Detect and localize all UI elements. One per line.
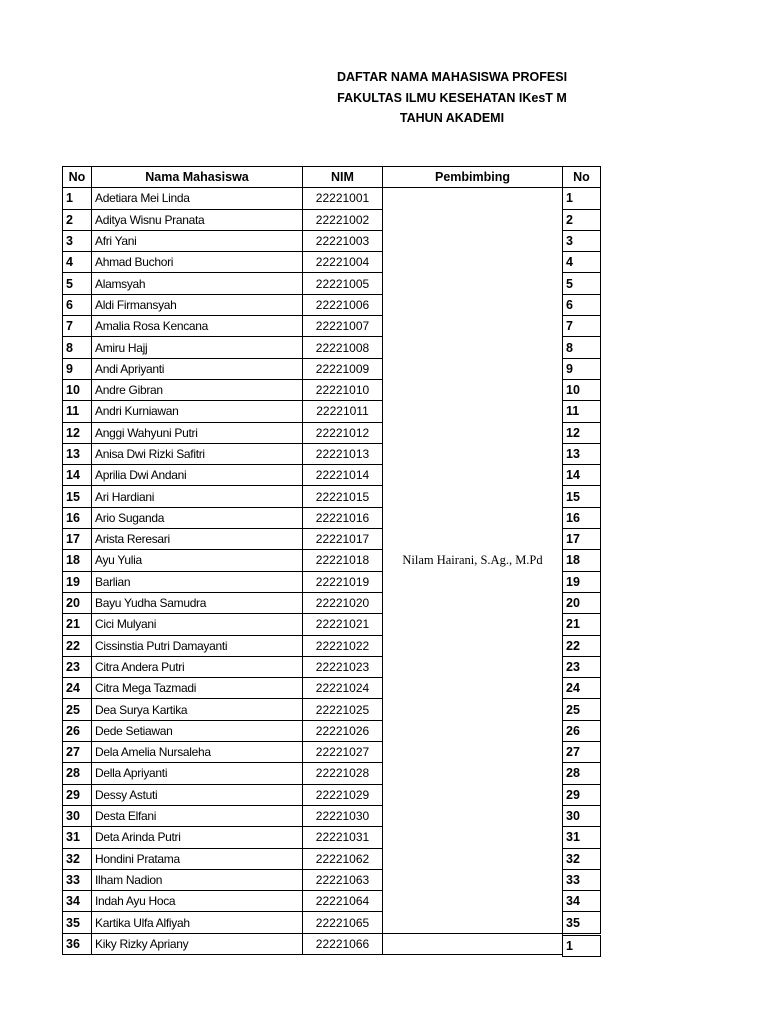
student-table — [62, 166, 563, 955]
side-row — [563, 763, 601, 784]
student-name: Indah Ayu Hoca — [92, 891, 303, 912]
side-row-number: 4 — [563, 252, 601, 273]
side-row-number: 26 — [563, 720, 601, 741]
student-name: Barlian — [92, 571, 303, 592]
row-number: 11 — [63, 401, 92, 422]
side-col-header-no: No — [563, 167, 601, 188]
row-number: 1 — [63, 188, 92, 209]
side-row-number: 33 — [563, 869, 601, 890]
student-nim: 22221016 — [303, 507, 383, 528]
side-row-number: 14 — [563, 465, 601, 486]
row-number: 25 — [63, 699, 92, 720]
side-row-number: 20 — [563, 592, 601, 613]
student-name: Alamsyah — [92, 273, 303, 294]
student-name: Aldi Firmansyah — [92, 294, 303, 315]
student-name: Afri Yani — [92, 230, 303, 251]
side-row-number: 12 — [563, 422, 601, 443]
student-nim: 22221065 — [303, 912, 383, 933]
row-number: 9 — [63, 358, 92, 379]
student-name: Ari Hardiani — [92, 486, 303, 507]
student-nim: 22221026 — [303, 720, 383, 741]
side-row — [563, 635, 601, 656]
student-nim: 22221018 — [303, 550, 383, 571]
side-row — [563, 571, 601, 592]
side-row — [563, 316, 601, 337]
row-number: 14 — [63, 465, 92, 486]
student-nim: 22221029 — [303, 784, 383, 805]
side-row-number: 18 — [563, 550, 601, 571]
side-row — [563, 678, 601, 699]
row-number: 6 — [63, 294, 92, 315]
side-row-number: 7 — [563, 316, 601, 337]
student-nim: 22221028 — [303, 763, 383, 784]
student-name: Amalia Rosa Kencana — [92, 316, 303, 337]
student-name: Andi Apriyanti — [92, 358, 303, 379]
student-nim: 22221010 — [303, 379, 383, 400]
side-row-number: 28 — [563, 763, 601, 784]
side-row — [563, 443, 601, 464]
side-row-number: 23 — [563, 656, 601, 677]
row-number: 28 — [63, 763, 92, 784]
pembimbing-cell: Nilam Hairani, S.Ag., M.Pd — [383, 188, 563, 933]
side-row — [563, 912, 601, 933]
side-row — [563, 614, 601, 635]
side-row — [563, 891, 601, 912]
row-number: 26 — [63, 720, 92, 741]
row-number: 15 — [63, 486, 92, 507]
side-header-row — [563, 167, 601, 188]
side-row-number: 34 — [563, 891, 601, 912]
side-row — [563, 188, 601, 209]
student-nim: 22221004 — [303, 252, 383, 273]
side-row — [563, 337, 601, 358]
student-name: Arista Reresari — [92, 529, 303, 550]
side-row-number: 30 — [563, 805, 601, 826]
document-title-line1: DAFTAR NAMA MAHASISWA PROFESI — [336, 70, 568, 84]
student-name: Kartika Ulfa Alfiyah — [92, 912, 303, 933]
student-nim: 22221012 — [303, 422, 383, 443]
row-number: 18 — [63, 550, 92, 571]
side-row — [563, 550, 601, 571]
student-name: Dede Setiawan — [92, 720, 303, 741]
student-name: Dea Surya Kartika — [92, 699, 303, 720]
student-nim: 22221006 — [303, 294, 383, 315]
row-number: 36 — [63, 933, 92, 954]
side-row — [563, 294, 601, 315]
side-row-number: 29 — [563, 784, 601, 805]
side-row-number: 3 — [563, 230, 601, 251]
side-row — [563, 848, 601, 869]
row-number: 12 — [63, 422, 92, 443]
table-row — [63, 188, 563, 209]
student-name: Aditya Wisnu Pranata — [92, 209, 303, 230]
table-header-row — [63, 167, 563, 188]
row-number: 32 — [63, 848, 92, 869]
side-row — [563, 784, 601, 805]
side-row — [563, 486, 601, 507]
student-nim: 22221001 — [303, 188, 383, 209]
row-number: 2 — [63, 209, 92, 230]
student-nim: 22221023 — [303, 656, 383, 677]
student-nim: 22221022 — [303, 635, 383, 656]
row-number: 29 — [63, 784, 92, 805]
side-row — [563, 529, 601, 550]
row-number: 10 — [63, 379, 92, 400]
student-nim: 22221020 — [303, 592, 383, 613]
student-name: Ilham Nadion — [92, 869, 303, 890]
row-number: 21 — [63, 614, 92, 635]
side-row — [563, 720, 601, 741]
side-row-number: 6 — [563, 294, 601, 315]
side-row-number: 11 — [563, 401, 601, 422]
student-name: Citra Mega Tazmadi — [92, 678, 303, 699]
side-row-number: 27 — [563, 742, 601, 763]
side-row-number: 15 — [563, 486, 601, 507]
side-row — [563, 869, 601, 890]
student-nim: 22221009 — [303, 358, 383, 379]
side-row-number: 9 — [563, 358, 601, 379]
document-title-line2: FAKULTAS ILMU KESEHATAN IKesT M — [337, 91, 567, 105]
col-header-nama: Nama Mahasiswa — [92, 167, 303, 188]
side-row — [563, 507, 601, 528]
student-nim: 22221063 — [303, 869, 383, 890]
side-row — [563, 379, 601, 400]
student-nim: 22221024 — [303, 678, 383, 699]
col-header-no: No — [63, 167, 92, 188]
student-name: Adetiara Mei Linda — [92, 188, 303, 209]
document-title-line3: TAHUN AKADEMI — [399, 111, 505, 125]
side-row-number: 5 — [563, 273, 601, 294]
student-name: Della Apriyanti — [92, 763, 303, 784]
student-name: Aprilia Dwi Andani — [92, 465, 303, 486]
side-row — [563, 401, 601, 422]
side-row — [563, 935, 601, 956]
student-nim: 22221031 — [303, 827, 383, 848]
side-row-number: 16 — [563, 507, 601, 528]
student-name: Andri Kurniawan — [92, 401, 303, 422]
row-number: 7 — [63, 316, 92, 337]
student-name: Kiky Rizky Apriany — [92, 933, 303, 954]
side-row-number: 31 — [563, 827, 601, 848]
side-row — [563, 230, 601, 251]
student-nim: 22221019 — [303, 571, 383, 592]
student-nim: 22221003 — [303, 230, 383, 251]
side-row-number: 1 — [563, 935, 601, 956]
student-nim: 22221017 — [303, 529, 383, 550]
side-row — [563, 209, 601, 230]
side-row-number: 8 — [563, 337, 601, 358]
side-row-number: 17 — [563, 529, 601, 550]
row-number: 4 — [63, 252, 92, 273]
side-row-number: 35 — [563, 912, 601, 933]
student-name: Ario Suganda — [92, 507, 303, 528]
student-name: Deta Arinda Putri — [92, 827, 303, 848]
student-nim: 22221013 — [303, 443, 383, 464]
side-row — [563, 699, 601, 720]
col-header-pembimbing: Pembimbing — [383, 167, 563, 188]
table-row — [63, 933, 563, 954]
student-name: Bayu Yudha Samudra — [92, 592, 303, 613]
student-nim: 22221014 — [303, 465, 383, 486]
student-nim: 22221064 — [303, 891, 383, 912]
student-name: Hondini Pratama — [92, 848, 303, 869]
student-nim: 22221011 — [303, 401, 383, 422]
row-number: 31 — [63, 827, 92, 848]
student-name: Ayu Yulia — [92, 550, 303, 571]
side-row-number: 32 — [563, 848, 601, 869]
side-row-number: 19 — [563, 571, 601, 592]
student-nim: 22221005 — [303, 273, 383, 294]
side-row-number: 21 — [563, 614, 601, 635]
col-header-nim: NIM — [303, 167, 383, 188]
student-name: Citra Andera Putri — [92, 656, 303, 677]
pembimbing-empty-cell — [383, 933, 563, 954]
student-nim: 22221002 — [303, 209, 383, 230]
student-nim: 22221027 — [303, 742, 383, 763]
student-name: Dessy Astuti — [92, 784, 303, 805]
side-number-table — [562, 166, 601, 957]
side-row — [563, 656, 601, 677]
row-number: 33 — [63, 869, 92, 890]
row-number: 24 — [63, 678, 92, 699]
student-name: Ahmad Buchori — [92, 252, 303, 273]
row-number: 8 — [63, 337, 92, 358]
row-number: 3 — [63, 230, 92, 251]
student-table-body — [63, 188, 563, 955]
side-row — [563, 827, 601, 848]
student-name: Cici Mulyani — [92, 614, 303, 635]
side-table-body — [563, 188, 601, 957]
row-number: 19 — [63, 571, 92, 592]
side-row — [563, 422, 601, 443]
student-name: Amiru Hajj — [92, 337, 303, 358]
row-number: 35 — [63, 912, 92, 933]
side-row — [563, 805, 601, 826]
student-nim: 22221015 — [303, 486, 383, 507]
side-row — [563, 742, 601, 763]
student-name: Dela Amelia Nursaleha — [92, 742, 303, 763]
row-number: 5 — [63, 273, 92, 294]
row-number: 30 — [63, 805, 92, 826]
side-row — [563, 358, 601, 379]
row-number: 27 — [63, 742, 92, 763]
row-number: 17 — [63, 529, 92, 550]
student-name: Andre Gibran — [92, 379, 303, 400]
row-number: 13 — [63, 443, 92, 464]
student-nim: 22221030 — [303, 805, 383, 826]
side-row — [563, 592, 601, 613]
side-row-number: 22 — [563, 635, 601, 656]
student-nim: 22221062 — [303, 848, 383, 869]
student-nim: 22221007 — [303, 316, 383, 337]
student-nim: 22221008 — [303, 337, 383, 358]
side-row-number: 24 — [563, 678, 601, 699]
side-row — [563, 465, 601, 486]
side-row-number: 13 — [563, 443, 601, 464]
student-name: Anisa Dwi Rizki Safitri — [92, 443, 303, 464]
side-row-number: 10 — [563, 379, 601, 400]
side-row-number: 1 — [563, 188, 601, 209]
row-number: 34 — [63, 891, 92, 912]
student-name: Cissinstia Putri Damayanti — [92, 635, 303, 656]
student-name: Desta Elfani — [92, 805, 303, 826]
row-number: 22 — [63, 635, 92, 656]
row-number: 23 — [63, 656, 92, 677]
side-row — [563, 273, 601, 294]
student-nim: 22221025 — [303, 699, 383, 720]
row-number: 20 — [63, 592, 92, 613]
student-name: Anggi Wahyuni Putri — [92, 422, 303, 443]
side-row-number: 2 — [563, 209, 601, 230]
side-row — [563, 252, 601, 273]
row-number: 16 — [63, 507, 92, 528]
student-nim: 22221066 — [303, 933, 383, 954]
student-nim: 22221021 — [303, 614, 383, 635]
side-row-number: 25 — [563, 699, 601, 720]
